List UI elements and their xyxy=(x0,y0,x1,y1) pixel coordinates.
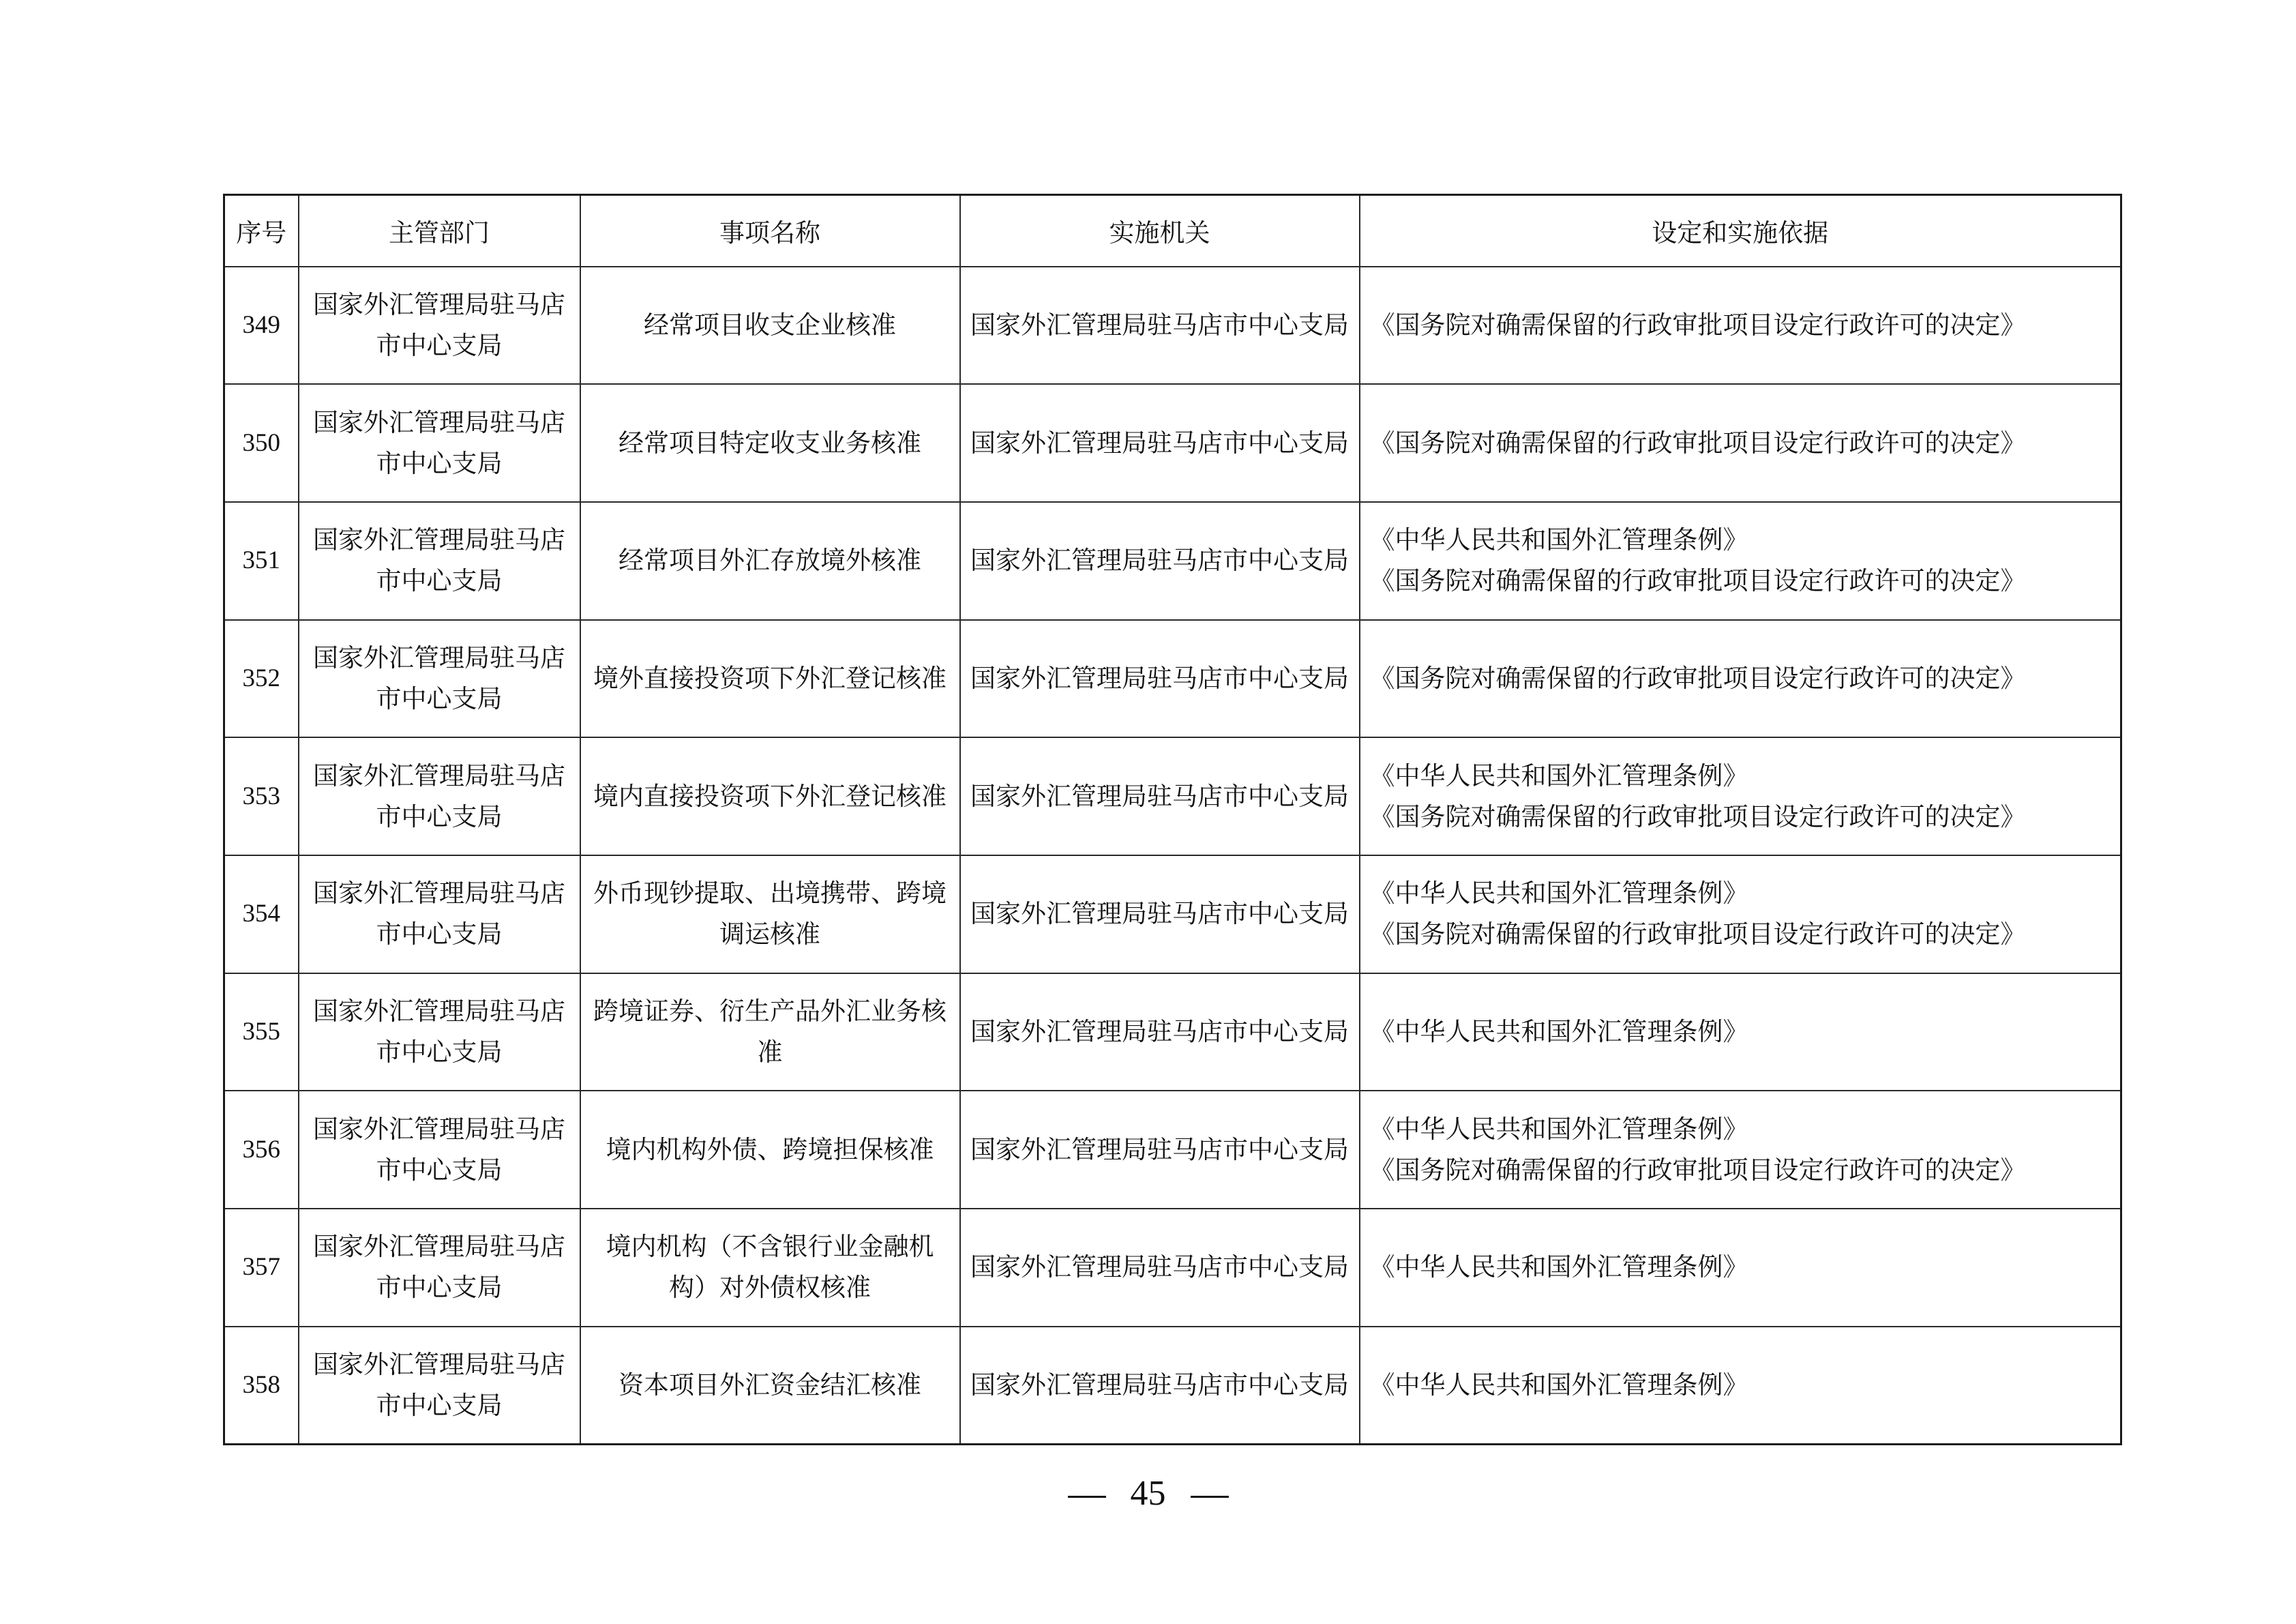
cell-dept: 国家外汇管理局驻马店市中心支局 xyxy=(299,384,580,502)
basis-line: 《国务院对确需保留的行政审批项目设定行政许可的决定》 xyxy=(1369,310,2026,340)
basis-line: 《中华人民共和国外汇管理条例》 xyxy=(1369,879,1748,909)
table-row xyxy=(224,1209,2121,1327)
page-footer xyxy=(0,1466,2296,1521)
cell-basis xyxy=(1360,1209,2121,1327)
cell-basis xyxy=(1360,267,2121,385)
table-row xyxy=(224,267,2121,385)
cell-org: 国家外汇管理局驻马店市中心支局 xyxy=(960,267,1360,385)
basis-line: 《中华人民共和国外汇管理条例》 xyxy=(1369,1370,1748,1400)
cell-item: 经常项目外汇存放境外核准 xyxy=(580,502,960,620)
cell-basis xyxy=(1360,620,2121,738)
footer-dash-right xyxy=(1191,1496,1229,1498)
header-item: 事项名称 xyxy=(580,195,960,267)
cell-no: 358 xyxy=(224,1327,299,1445)
header-no: 序号 xyxy=(224,195,299,267)
header-dept: 主管部门 xyxy=(299,195,580,267)
table-row xyxy=(224,855,2121,973)
table-row xyxy=(224,620,2121,738)
cell-dept: 国家外汇管理局驻马店市中心支局 xyxy=(299,737,580,855)
cell-no: 356 xyxy=(224,1091,299,1209)
cell-org: 国家外汇管理局驻马店市中心支局 xyxy=(960,973,1360,1091)
basis-line: 《国务院对确需保留的行政审批项目设定行政许可的决定》 xyxy=(1369,919,2026,949)
cell-dept: 国家外汇管理局驻马店市中心支局 xyxy=(299,1091,580,1209)
page-number: 45 xyxy=(1130,1474,1166,1513)
table-row xyxy=(224,384,2121,502)
cell-item: 境内直接投资项下外汇登记核准 xyxy=(580,737,960,855)
table-row xyxy=(224,737,2121,855)
cell-no: 352 xyxy=(224,620,299,738)
cell-dept: 国家外汇管理局驻马店市中心支局 xyxy=(299,973,580,1091)
cell-dept: 国家外汇管理局驻马店市中心支局 xyxy=(299,267,580,385)
cell-item: 境内机构（不含银行业金融机构）对外债权核准 xyxy=(580,1209,960,1327)
cell-basis xyxy=(1360,973,2121,1091)
basis-line: 《国务院对确需保留的行政审批项目设定行政许可的决定》 xyxy=(1369,663,2026,693)
basis-line: 《中华人民共和国外汇管理条例》 xyxy=(1369,1252,1748,1282)
cell-no: 353 xyxy=(224,737,299,855)
table-row xyxy=(224,1091,2121,1209)
basis-line: 《中华人民共和国外汇管理条例》 xyxy=(1369,1016,1748,1046)
approval-items-table xyxy=(223,194,2122,1445)
basis-line: 《国务院对确需保留的行政审批项目设定行政许可的决定》 xyxy=(1369,1155,2026,1185)
header-basis: 设定和实施依据 xyxy=(1360,195,2121,267)
table-row xyxy=(224,973,2121,1091)
cell-item: 经常项目特定收支业务核准 xyxy=(580,384,960,502)
cell-no: 349 xyxy=(224,267,299,385)
cell-item: 资本项目外汇资金结汇核准 xyxy=(580,1327,960,1445)
cell-item: 境外直接投资项下外汇登记核准 xyxy=(580,620,960,738)
table-body xyxy=(224,267,2121,1445)
cell-dept: 国家外汇管理局驻马店市中心支局 xyxy=(299,855,580,973)
cell-dept: 国家外汇管理局驻马店市中心支局 xyxy=(299,620,580,738)
cell-org: 国家外汇管理局驻马店市中心支局 xyxy=(960,1327,1360,1445)
table-row xyxy=(224,1327,2121,1445)
basis-line: 《国务院对确需保留的行政审批项目设定行政许可的决定》 xyxy=(1369,428,2026,458)
cell-org: 国家外汇管理局驻马店市中心支局 xyxy=(960,620,1360,738)
cell-org: 国家外汇管理局驻马店市中心支局 xyxy=(960,1091,1360,1209)
cell-no: 355 xyxy=(224,973,299,1091)
basis-line: 《中华人民共和国外汇管理条例》 xyxy=(1369,525,1748,555)
cell-dept: 国家外汇管理局驻马店市中心支局 xyxy=(299,1327,580,1445)
cell-no: 350 xyxy=(224,384,299,502)
cell-org: 国家外汇管理局驻马店市中心支局 xyxy=(960,502,1360,620)
basis-line: 《国务院对确需保留的行政审批项目设定行政许可的决定》 xyxy=(1369,566,2026,596)
cell-no: 357 xyxy=(224,1209,299,1327)
cell-dept: 国家外汇管理局驻马店市中心支局 xyxy=(299,1209,580,1327)
cell-no: 354 xyxy=(224,855,299,973)
cell-basis xyxy=(1360,855,2121,973)
cell-item: 外币现钞提取、出境携带、跨境调运核准 xyxy=(580,855,960,973)
header-org: 实施机关 xyxy=(960,195,1360,267)
cell-no: 351 xyxy=(224,502,299,620)
cell-dept: 国家外汇管理局驻马店市中心支局 xyxy=(299,502,580,620)
cell-basis xyxy=(1360,502,2121,620)
cell-basis xyxy=(1360,1091,2121,1209)
basis-line: 《国务院对确需保留的行政审批项目设定行政许可的决定》 xyxy=(1369,801,2026,831)
footer-dash-left xyxy=(1068,1496,1106,1498)
table-row xyxy=(224,502,2121,620)
table-header-row xyxy=(224,195,2121,267)
cell-org: 国家外汇管理局驻马店市中心支局 xyxy=(960,384,1360,502)
cell-basis xyxy=(1360,737,2121,855)
cell-item: 跨境证券、衍生产品外汇业务核准 xyxy=(580,973,960,1091)
basis-line: 《中华人民共和国外汇管理条例》 xyxy=(1369,1114,1748,1144)
cell-org: 国家外汇管理局驻马店市中心支局 xyxy=(960,1209,1360,1327)
basis-line: 《中华人民共和国外汇管理条例》 xyxy=(1369,761,1748,791)
cell-item: 经常项目收支企业核准 xyxy=(580,267,960,385)
cell-item: 境内机构外债、跨境担保核准 xyxy=(580,1091,960,1209)
cell-org: 国家外汇管理局驻马店市中心支局 xyxy=(960,737,1360,855)
cell-basis xyxy=(1360,384,2121,502)
cell-org: 国家外汇管理局驻马店市中心支局 xyxy=(960,855,1360,973)
cell-basis xyxy=(1360,1327,2121,1445)
